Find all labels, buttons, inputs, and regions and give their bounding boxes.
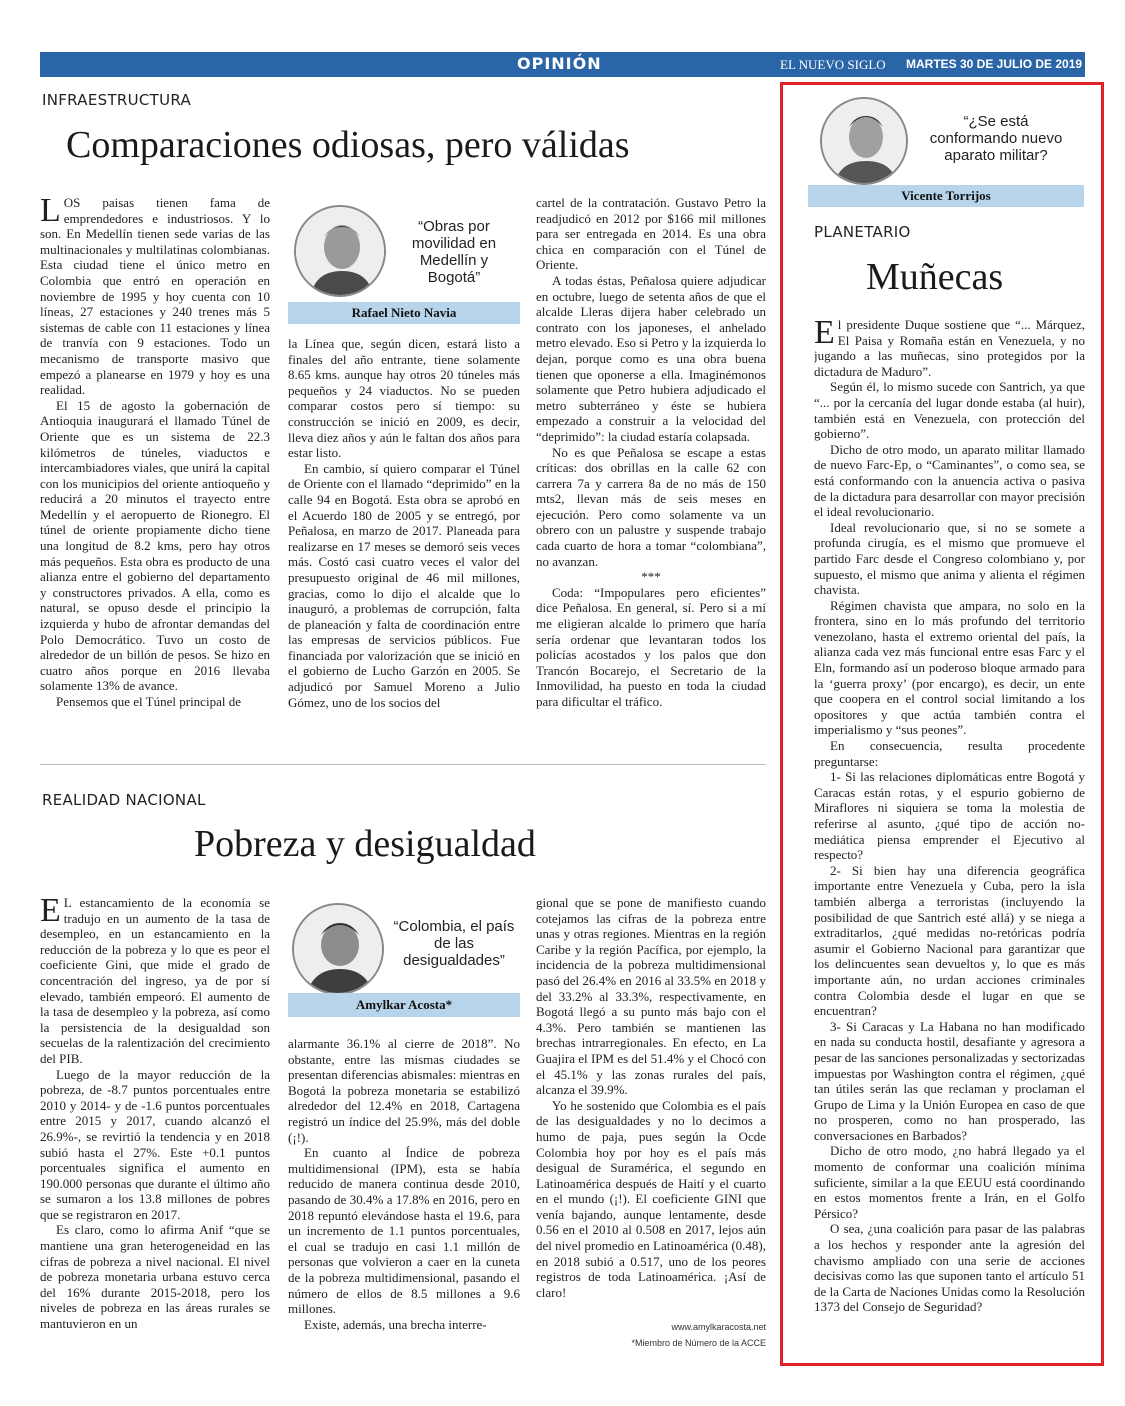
article3-paragraph: En consecuencia, resulta procedente preguntarse: bbox=[814, 738, 1085, 769]
article1-paragraph: No es que Peñalosa se escape a estas críticas: dos obrillas en la calle 62 con carrera 7a y carrera 8a de no más de 150 mts2, llevan más de seis meses en ejecución. Pero como solamente va un obrero con un palustre y suspende trabajo cada cuarto de hora a tomar “colombiana”, no avanzan. bbox=[536, 444, 766, 569]
article3-paragraph: Dicho de otro modo, ¿no habrá llegado ya el momento de conformar una coalición mínima suficiente, similar a la que EEUU está coordinando en estos momentos frente a Irán, en el Golfo Pérsico? bbox=[814, 1143, 1085, 1221]
article3-paragraph: Ideal revolucionario que, si no se somete a profunda cirugía, es el mismo que promueve el partido Farc desde el Congreso colombiano y, por supuesto, el mismo que anima y alienta el régimen chavista. bbox=[814, 519, 1085, 598]
section-header-bar bbox=[40, 52, 1119, 77]
article3-author-name: Vicente Torrijos bbox=[808, 185, 1084, 207]
article1-author-name: Rafael Nieto Navia bbox=[288, 302, 520, 324]
article1-paragraph: OS paisas tienen fama de emprendedores e industriosos. Y lo son. En Medellín tienen sede varias de las multinacionales y multilatinas colombianas. Esta ciudad tiene el único metro en Colombia que entró en operación en noviembre de 1995 y hoy cuenta con 10 líneas, 27 estaciones y 240 trenes más 5 sistemas de cable con 11 estaciones y línea de tranvía con 9 estaciones. Todo un mecanismo de transporte masivo que empezó a planearse en 1979 y hoy es una realidad. bbox=[40, 195, 270, 398]
article3-paragraph: Según él, lo mismo sucede con Santrich, ya que “... por la cercanía del lugar donde estaba (al huir), también está en Venezuela, con protección del gobierno”. bbox=[814, 379, 1085, 442]
article2-pull-quote: “Colombia, el país de las desigualdades” bbox=[393, 918, 515, 969]
article2-kicker: REALIDAD NACIONAL bbox=[42, 791, 206, 809]
article3-kicker: PLANETARIO bbox=[814, 223, 911, 241]
person-portrait-icon bbox=[822, 99, 908, 185]
article3-pull-quote: “¿Se está conformando nuevo aparato militar? bbox=[929, 113, 1063, 164]
article2-paragraph: L estancamiento de la economía se tradujo en un aumento de la tasa de desempleo, en un estancamiento en la reducción de la pobreza y lo que es peor el coeficiente Gini, que mide el grado de concentración del ingreso, ya de por sí elevado, también empeoró. El aumento de la tasa de desempleo y la pobreza, así como la persistencia de la desigualdad son secuelas de la ralentización del crecimiento del PIB. bbox=[40, 895, 270, 1066]
article3-paragraph: Régimen chavista que ampara, no solo en la frontera, sino en lo más profundo del territorio venezolano, hasta el extremo oriental del país, la alianza cada vez más funcional entre esas Farc y el Eln, formando así un poderoso bloque armado para la ‘guerra proxy’ (por encargo), es decir, un ente que coopera en el control social limitando a los opositores y que actúa también contra el imperialismo y “sus peones”. bbox=[814, 597, 1085, 738]
section-title: OPINIÓN bbox=[517, 54, 602, 73]
article1-author-box bbox=[288, 195, 520, 328]
article1-pull-quote: “Obras por movilidad en Medellín y Bogotá” bbox=[411, 218, 497, 286]
article1-column-2 bbox=[288, 336, 520, 730]
article2-paragraph: Luego de la mayor reducción de la pobreza, de -8.7 puntos porcentuales entre 2010 y 2014- y de -1.6 puntos porcentuales entre 2015 y 2017, cuando alcanzó el 26.9%-, se revirtió la tendencia y en 2018 subió hasta el 27%. Este +0.1 puntos porcentuales significa el aumento en 190.000 personas que durante el último año se sumaron a los 13.8 millones de pobres que se registraron en 2017. bbox=[40, 1066, 270, 1222]
article2-author-box bbox=[288, 895, 520, 1023]
page-number: 9A bbox=[1094, 53, 1119, 73]
article3-paragraph: 1- Si las relaciones diplomáticas entre Bogotá y Caracas están rotas, y el espurio gobierno de Miraflores ni siquiera se toma la molestia de referirse al asunto, ¿qué tipo de acción no-mediática piensa emprender el Ejecutivo al respecto? bbox=[814, 769, 1085, 863]
article2-paragraph: Es claro, como lo afirma Anif “que se mantiene una gran heterogeneidad en las cifras de pobreza a nivel nacional. El nivel de pobreza monetaria urbana estuvo cerca del 16% durante 2015-2018, pero los niveles de pobreza en las áreas rurales se mantuvieron en un bbox=[40, 1222, 270, 1332]
author-footnote: *Miembro de Número de la ACCE bbox=[631, 1338, 766, 1348]
article1-column-3 bbox=[536, 195, 766, 730]
article1-column-1 bbox=[40, 195, 270, 730]
article3-body bbox=[814, 317, 1085, 1359]
article2-column-3 bbox=[536, 895, 766, 1320]
article3-dropcap: E bbox=[814, 317, 835, 351]
article1-title: Comparaciones odiosas, pero válidas bbox=[66, 124, 630, 166]
article1-paragraph: Coda: “Impopulares pero eficientes” dice Peñalosa. En general, sí. Pero si a mí me eligieran alcalde lo primero que haría sería ordenar que levantaran todos los policías acostados y los palos que don Trancón Bocarejo, el Secretario de la Inmovilidad, ha puesto en toda la ciudad para dificultar el tráfico. bbox=[536, 584, 766, 709]
article2-title: Pobreza y desigualdad bbox=[194, 823, 536, 865]
author-photo bbox=[294, 205, 386, 297]
article3-paragraph: 2- Si bien hay una diferencia geográfica importante entre Venezuela y Cuba, pero la isla también alberga a terroristas (incluyendo la posibilidad de que Santrich esté allá) y se niega a extraditarlos, ¿qué medidas no-retóricas podría asumir el Gobierno Nacional para garantizar que los delincuentes sean devueltos y, lo que es más importante aún, no urdan acciones criminales contra Colombia desde el lugar en que se encuentran? bbox=[814, 862, 1085, 1019]
author-website: www.amylkaracosta.net bbox=[671, 1322, 766, 1332]
article3-author-box bbox=[808, 95, 1084, 211]
author-photo bbox=[292, 903, 384, 995]
article1-paragraph: Pensemos que el Túnel principal de bbox=[56, 694, 241, 709]
article2-author-name: Amylkar Acosta* bbox=[288, 993, 520, 1017]
article-divider bbox=[40, 764, 766, 765]
article2-paragraph: Yo he sostenido que Colombia es el país de las desigualdades y no lo decimos a humo de paja, pues según la Ocde Colombia hoy por hoy es el país más desigual de Suramérica, el segundo en Latinoamérica después de Haití y el cuarto en el mundo (¡!). El coeficiente GINI que venía bajando, aunque lentamente, desde 0.56 en el 2010 al 0.508 en 2017, lejos aún del nivel promedio en Latinoamérica (0.48), en 2018 subió a 0.517, uno de los peores registros de toda Latinoamérica. ¡Así de claro! bbox=[536, 1097, 766, 1300]
author-photo bbox=[820, 97, 908, 185]
article3-paragraph: l presidente Duque sostiene que “... Márquez, El Paisa y Romaña están en Venezuela, y no jugando a las muñecas, sino protegidos por la dictadura de Maduro”. bbox=[814, 317, 1085, 379]
article3-paragraph: 3- Si Caracas y La Habana no han modificado en nada su conducta hostil, desafiante y agresora a pesar de las sanciones personalizadas y sectorizadas impuestas por Washington contra el régimen, ¿qué tan útiles serán las que reclaman y proclaman el Grupo de Lima y la Unión Europea en caso de que no prosperen, como no han prosperado, las conversaciones en Barbados? bbox=[814, 1018, 1085, 1143]
article1-dropcap: L bbox=[40, 195, 61, 229]
person-portrait-icon bbox=[296, 207, 386, 297]
issue-date: MARTES 30 DE JULIO DE 2019 bbox=[906, 57, 1083, 71]
article2-dropcap: E bbox=[40, 895, 61, 929]
article1-paragraph: cartel de la contratación. Gustavo Petro la readjudicó en 2012 por $166 mil millones para ser entregada en 2014. Es una obra chica en comparación con el Túnel de Oriente. bbox=[536, 195, 766, 273]
person-portrait-icon bbox=[294, 905, 384, 995]
article2-column-1 bbox=[40, 895, 270, 1355]
article3-title: Muñecas bbox=[866, 256, 1004, 298]
newspaper-name: EL NUEVO SIGLO bbox=[780, 57, 886, 72]
article2-paragraph: gional que se pone de manifiesto cuando cotejamos las cifras de la pobreza entre unas y otras regiones. Mientras en la región Caribe y la región Pacífica, por ejemplo, la incidencia de la pobreza multidimensional pasó del 26.4% en 2016 al 33.5% en 2018 y del 33.2% al 33.3%, respectivamente, en Bogotá llegó a su punto más bajo con el 4.3%. Pero también se mantienen las brechas intrarregionales. En efecto, en La Guajira el IPM es del 51.4% y el Chocó con el 45.1% y las zonas rurales del país, alcanza el 39.9%. bbox=[536, 895, 766, 1098]
article1-paragraph: En cambio, sí quiero comparar el Túnel de Oriente con el llamado “deprimido” en la calle 94 en Bogotá. Esta obra se aprobó en el Acuerdo 180 de 2005 y se entregó, por Peñalosa, en marzo de 2017. Planeada para realizarse en 17 meses se demoró seis veces más. Costó casi cuatro veces el valor del presupuesto original de 46 mil millones, gracias, como lo dijo el alcalde que lo inauguró, a problemas de corrupción, falta de planeación y falta de coordinación entre las empresas de servicios públicos. Fue financiada por valorización que se inició en el gobierno de Lucho Garzón en 2005. Se adjudicó por Samuel Moreno a Julio Gómez, uno de los socios del bbox=[288, 460, 520, 710]
article2-paragraph: En cuanto al Índice de pobreza multidimensional (IPM), esta se había reducido de manera continua desde 2010, pasando de 30.4% a 17.8% en 2016, pero en 2018 repuntó elevándose hasta el 19.6, para un incremento de 1.1 puntos porcentuales, el cual se tradujo en casi 1.1 millón de personas que volvieron a caer en la cuneta de la pobreza multidimensional, pasando el número de ellos de 8.5 millones a 9.6 millones. bbox=[288, 1145, 520, 1317]
article1-paragraph: la Línea que, según dicen, estará listo a finales del año entrante, tiene solamente 8.65 kms. aunque hay otros 20 túneles más pequeños y 24 viaductos. No se pueden comparar costos pero sí tiempo: su construcción se inició en 2009, es decir, lleva diez años y aún le faltan dos años para estar listo. bbox=[288, 336, 520, 461]
article1-separator: *** bbox=[641, 569, 661, 585]
article2-paragraph: Existe, además, una brecha interre- bbox=[304, 1316, 487, 1332]
article3-paragraph: Dicho de otro modo, un aparato militar llamado de nuevo Farc-Ep, o “Caminantes”, o como sea, se está conformando con la anuencia activa o pasiva de la dictadura para desarrollar con mayor precisión el ideal revolucionario. bbox=[814, 441, 1085, 520]
article2-column-2 bbox=[288, 1036, 520, 1355]
article3-paragraph: O sea, ¿una coalición para pasar de las palabras a los hechos y responder ante la agresión del chavismo ampliado con una serie de acciones decisivas como las que suponen tanto el artículo 51 de la Carta de Naciones Unidas como la Resolución 1373 del Consejo de Seguridad? bbox=[814, 1221, 1085, 1315]
article1-paragraph: El 15 de agosto la gobernación de Antioquia inaugurará el llamado Túnel de Oriente que es un sistema de 22.3 kilómetros de túneles, viaductos e intercambiadores viales, que unirá la capital con los municipios del oriente antioqueño y reducirá a 20 minutos el trayecto entre Medellín y el aeropuerto de Rionegro. El túnel de oriente propiamente dicho tiene una longitud de 8.2 kms, pero hay otros más pequeños. Esta obra es producto de una alianza entre el gobierno del departamento y constructores privados. A ella, como es natural, se opuso desde el principio la izquierda y hubo de afrontar demandas del Polo Democrático. Tuvo un costo de alrededor de un billón de pesos. Se hizo en cuatro años porque en 2016 llevaba solamente 13% de avance. bbox=[40, 397, 270, 694]
article1-paragraph: A todas éstas, Peñalosa quiere adjudicar en octubre, luego de setenta años de que el alcalde Lleras dijera haber celebrado un contrato con los japoneses, el anhelado metro elevado. Eso si Petro y la izquierda lo dejan, porque como es una obra buena tienen que oponerse a ella. Imaginémonos solamente que Petro hubiera adjudicado el metro subterráneo y éste se hubiera empezado a construir a la velocidad del “deprimido”: la ciudad estaría colapsada. bbox=[536, 272, 766, 444]
article1-kicker: INFRAESTRUCTURA bbox=[42, 91, 192, 109]
article2-paragraph: alarmante 36.1% al cierre de 2018”. No obstante, entre las mismas ciudades se presentan diferencias abismales: mientras en Bogotá la pobreza monetaria se estabilizó alrededor del 12.4% en 2018, Cartagena registró un índice del 25.9%, más del doble (¡!). bbox=[288, 1036, 520, 1145]
